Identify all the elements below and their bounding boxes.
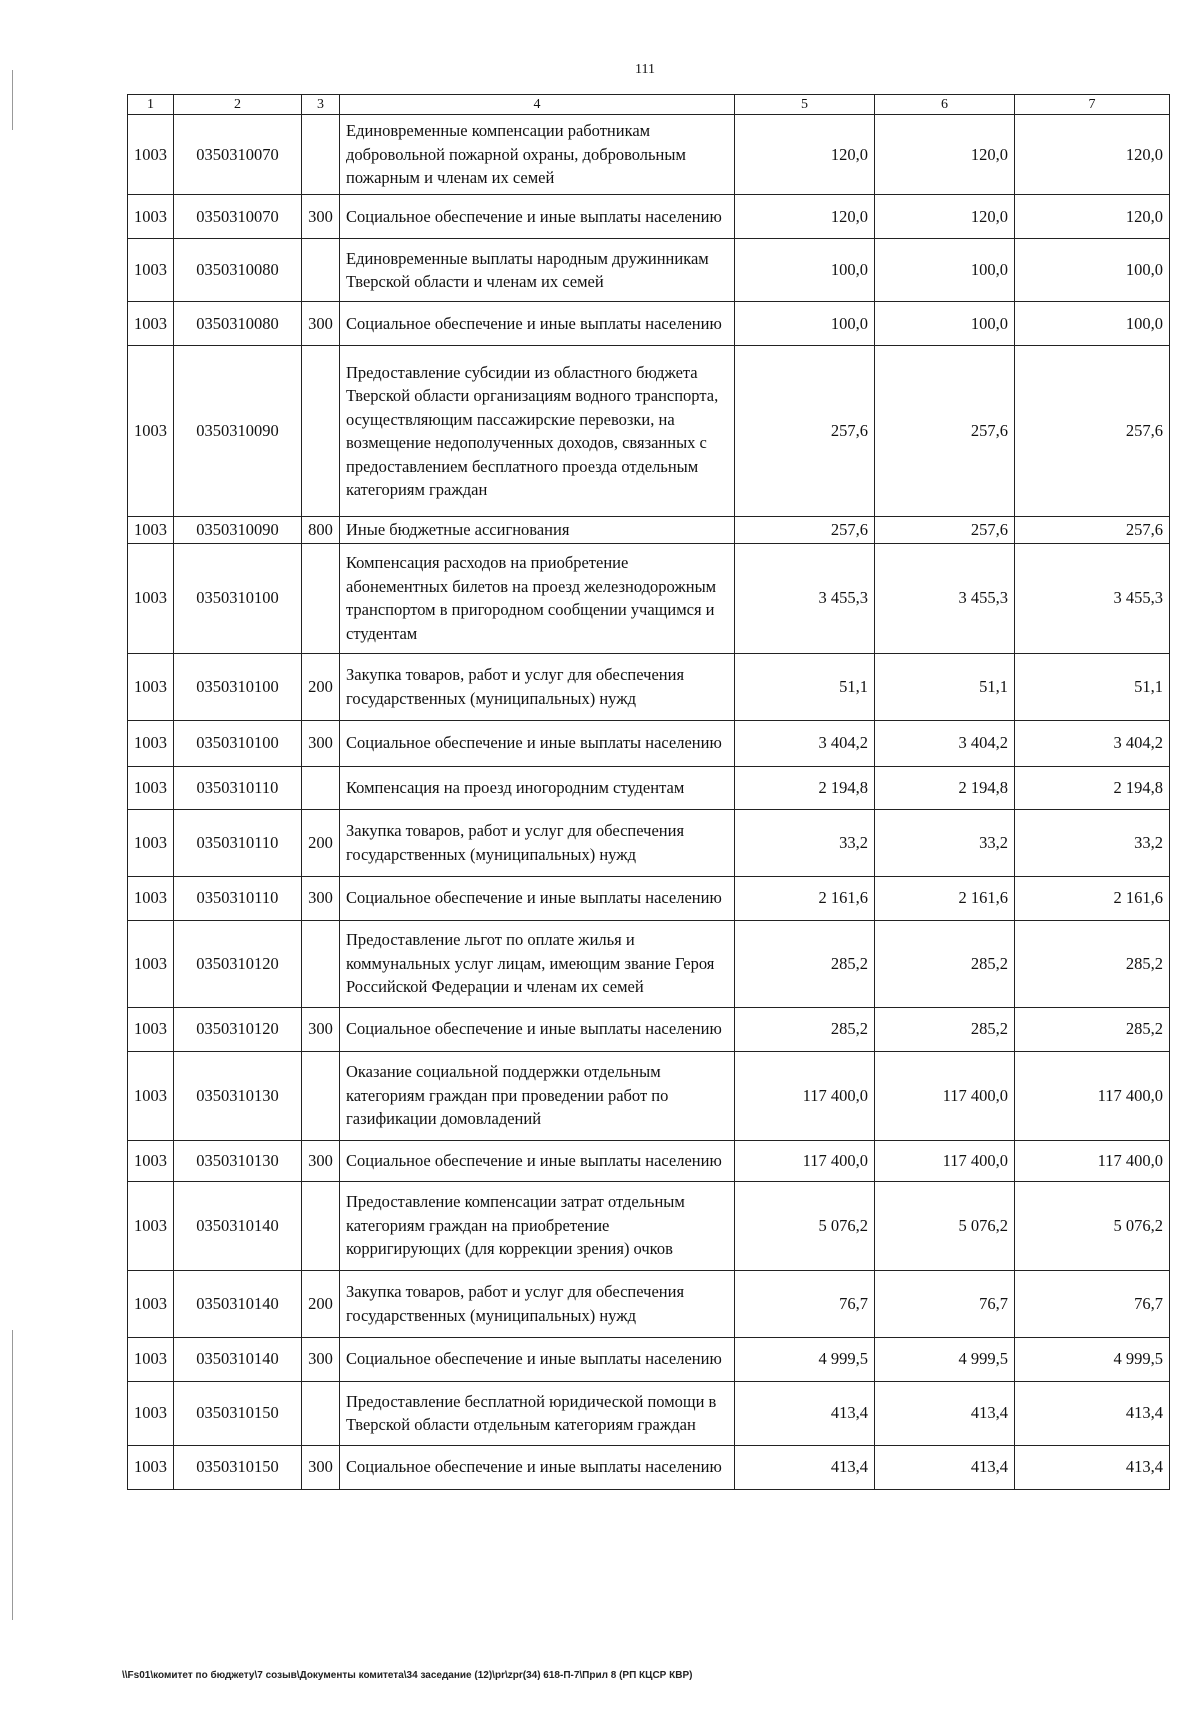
amount-col6: 4 999,5 — [875, 1337, 1015, 1381]
item-name: Компенсация расходов на приобретение абонементных билетов на проезд железнодорожным транспортом в пригородном сообщении учащимся и студентам — [340, 543, 735, 653]
item-name: Предоставление субсидии из областного бюджета Тверской области организациям водного транспорта, осуществляющим пассажирские перевозки, на возмещение недополученных доходов, связанных с предоставлением бесплатного проезда отдельным категориям граждан — [340, 346, 735, 517]
article-code: 0350310120 — [174, 1007, 302, 1051]
article-code: 0350310070 — [174, 195, 302, 239]
article-code: 0350310150 — [174, 1381, 302, 1445]
expense-type-code — [302, 239, 340, 302]
article-code: 0350310120 — [174, 920, 302, 1007]
amount-col7: 4 999,5 — [1015, 1337, 1170, 1381]
section-code: 1003 — [128, 920, 174, 1007]
amount-col5: 5 076,2 — [735, 1181, 875, 1270]
amount-col7: 100,0 — [1015, 239, 1170, 302]
expense-type-code — [302, 766, 340, 809]
article-code: 0350310090 — [174, 346, 302, 517]
amount-col6: 285,2 — [875, 1007, 1015, 1051]
item-name: Социальное обеспечение и иные выплаты населению — [340, 302, 735, 346]
amount-col6: 120,0 — [875, 115, 1015, 195]
amount-col6: 117 400,0 — [875, 1051, 1015, 1140]
expense-type-code: 300 — [302, 302, 340, 346]
amount-col6: 413,4 — [875, 1445, 1015, 1489]
amount-col6: 33,2 — [875, 809, 1015, 876]
item-name: Предоставление компенсации затрат отдельным категориям граждан на приобретение корригирующих (для коррекции зрения) очков — [340, 1181, 735, 1270]
item-name: Иные бюджетные ассигнования — [340, 517, 735, 544]
amount-col5: 285,2 — [735, 920, 875, 1007]
table-row — [128, 1381, 1170, 1445]
page-number: 111 — [635, 62, 655, 77]
column-number-row — [128, 95, 1170, 115]
table-row — [128, 115, 1170, 195]
amount-col7: 285,2 — [1015, 920, 1170, 1007]
item-name: Оказание социальной поддержки отдельным категориям граждан при проведении работ по газификации домовладений — [340, 1051, 735, 1140]
table-row — [128, 195, 1170, 239]
table-row — [128, 720, 1170, 766]
expense-type-code — [302, 1181, 340, 1270]
article-code: 0350310080 — [174, 239, 302, 302]
amount-col5: 257,6 — [735, 517, 875, 544]
amount-col5: 3 455,3 — [735, 543, 875, 653]
section-code: 1003 — [128, 720, 174, 766]
amount-col5: 33,2 — [735, 809, 875, 876]
amount-col5: 413,4 — [735, 1445, 875, 1489]
amount-col6: 3 455,3 — [875, 543, 1015, 653]
amount-col6: 100,0 — [875, 239, 1015, 302]
amount-col7: 120,0 — [1015, 195, 1170, 239]
section-code: 1003 — [128, 346, 174, 517]
article-code: 0350310080 — [174, 302, 302, 346]
amount-col6: 413,4 — [875, 1381, 1015, 1445]
amount-col5: 120,0 — [735, 195, 875, 239]
column-header: 5 — [735, 95, 875, 115]
article-code: 0350310140 — [174, 1337, 302, 1381]
article-code: 0350310110 — [174, 766, 302, 809]
section-code: 1003 — [128, 302, 174, 346]
expense-type-code — [302, 920, 340, 1007]
scan-edge-line — [12, 1330, 13, 1620]
item-name: Социальное обеспечение и иные выплаты населению — [340, 1140, 735, 1181]
expense-type-code — [302, 1051, 340, 1140]
section-code: 1003 — [128, 1140, 174, 1181]
amount-col5: 285,2 — [735, 1007, 875, 1051]
article-code: 0350310090 — [174, 517, 302, 544]
amount-col7: 76,7 — [1015, 1270, 1170, 1337]
amount-col6: 285,2 — [875, 920, 1015, 1007]
article-code: 0350310100 — [174, 653, 302, 720]
expense-type-code: 300 — [302, 876, 340, 920]
amount-col5: 120,0 — [735, 115, 875, 195]
item-name: Социальное обеспечение и иные выплаты населению — [340, 1337, 735, 1381]
table-row — [128, 239, 1170, 302]
section-code: 1003 — [128, 115, 174, 195]
amount-col5: 257,6 — [735, 346, 875, 517]
table-row — [128, 302, 1170, 346]
amount-col5: 100,0 — [735, 302, 875, 346]
table-row — [128, 346, 1170, 517]
section-code: 1003 — [128, 876, 174, 920]
amount-col7: 2 161,6 — [1015, 876, 1170, 920]
table-row — [128, 1051, 1170, 1140]
amount-col6: 51,1 — [875, 653, 1015, 720]
amount-col5: 51,1 — [735, 653, 875, 720]
scan-edge-line — [12, 70, 13, 130]
amount-col6: 120,0 — [875, 195, 1015, 239]
amount-col7: 2 194,8 — [1015, 766, 1170, 809]
column-header: 2 — [174, 95, 302, 115]
item-name: Социальное обеспечение и иные выплаты населению — [340, 720, 735, 766]
item-name: Закупка товаров, работ и услуг для обеспечения государственных (муниципальных) нужд — [340, 809, 735, 876]
table-row — [128, 1445, 1170, 1489]
amount-col7: 413,4 — [1015, 1381, 1170, 1445]
amount-col5: 4 999,5 — [735, 1337, 875, 1381]
table-row — [128, 1181, 1170, 1270]
table-row — [128, 920, 1170, 1007]
expense-type-code — [302, 1381, 340, 1445]
item-name: Компенсация на проезд иногородним студентам — [340, 766, 735, 809]
expense-type-code — [302, 543, 340, 653]
amount-col5: 3 404,2 — [735, 720, 875, 766]
table-row — [128, 517, 1170, 544]
section-code: 1003 — [128, 239, 174, 302]
expense-type-code: 300 — [302, 720, 340, 766]
table-row — [128, 1007, 1170, 1051]
section-code: 1003 — [128, 1007, 174, 1051]
expense-type-code — [302, 346, 340, 517]
amount-col5: 413,4 — [735, 1381, 875, 1445]
article-code: 0350310110 — [174, 876, 302, 920]
article-code: 0350310110 — [174, 809, 302, 876]
expense-type-code: 300 — [302, 1140, 340, 1181]
section-code: 1003 — [128, 1181, 174, 1270]
amount-col7: 3 455,3 — [1015, 543, 1170, 653]
amount-col6: 2 194,8 — [875, 766, 1015, 809]
expense-type-code: 300 — [302, 1445, 340, 1489]
item-name: Единовременные выплаты народным дружинникам Тверской области и членам их семей — [340, 239, 735, 302]
amount-col7: 413,4 — [1015, 1445, 1170, 1489]
table-row — [128, 1337, 1170, 1381]
expense-type-code: 300 — [302, 1007, 340, 1051]
amount-col7: 51,1 — [1015, 653, 1170, 720]
amount-col6: 5 076,2 — [875, 1181, 1015, 1270]
column-header: 6 — [875, 95, 1015, 115]
column-header: 7 — [1015, 95, 1170, 115]
section-code: 1003 — [128, 809, 174, 876]
expense-type-code — [302, 115, 340, 195]
item-name: Закупка товаров, работ и услуг для обеспечения государственных (муниципальных) нужд — [340, 653, 735, 720]
section-code: 1003 — [128, 517, 174, 544]
expense-type-code: 200 — [302, 809, 340, 876]
article-code: 0350310150 — [174, 1445, 302, 1489]
expense-type-code: 800 — [302, 517, 340, 544]
amount-col7: 117 400,0 — [1015, 1051, 1170, 1140]
amount-col6: 2 161,6 — [875, 876, 1015, 920]
section-code: 1003 — [128, 195, 174, 239]
article-code: 0350310130 — [174, 1051, 302, 1140]
amount-col7: 100,0 — [1015, 302, 1170, 346]
article-code: 0350310140 — [174, 1181, 302, 1270]
section-code: 1003 — [128, 1337, 174, 1381]
section-code: 1003 — [128, 1445, 174, 1489]
table-row — [128, 1270, 1170, 1337]
item-name: Предоставление льгот по оплате жилья и коммунальных услуг лицам, имеющим звание Героя Российской Федерации и членам их семей — [340, 920, 735, 1007]
amount-col5: 76,7 — [735, 1270, 875, 1337]
section-code: 1003 — [128, 653, 174, 720]
item-name: Предоставление бесплатной юридической помощи в Тверской области отдельным категориям граждан — [340, 1381, 735, 1445]
amount-col5: 117 400,0 — [735, 1140, 875, 1181]
amount-col6: 257,6 — [875, 517, 1015, 544]
item-name: Социальное обеспечение и иные выплаты населению — [340, 1007, 735, 1051]
item-name: Социальное обеспечение и иные выплаты населению — [340, 876, 735, 920]
expense-type-code: 200 — [302, 1270, 340, 1337]
amount-col5: 100,0 — [735, 239, 875, 302]
item-name: Закупка товаров, работ и услуг для обеспечения государственных (муниципальных) нужд — [340, 1270, 735, 1337]
section-code: 1003 — [128, 543, 174, 653]
amount-col7: 120,0 — [1015, 115, 1170, 195]
article-code: 0350310100 — [174, 720, 302, 766]
article-code: 0350310070 — [174, 115, 302, 195]
expense-type-code: 300 — [302, 1337, 340, 1381]
table-row — [128, 653, 1170, 720]
amount-col6: 117 400,0 — [875, 1140, 1015, 1181]
item-name: Единовременные компенсации работникам добровольной пожарной охраны, добровольным пожарным и членам их семей — [340, 115, 735, 195]
amount-col6: 3 404,2 — [875, 720, 1015, 766]
section-code: 1003 — [128, 766, 174, 809]
amount-col7: 33,2 — [1015, 809, 1170, 876]
article-code: 0350310100 — [174, 543, 302, 653]
amount-col5: 117 400,0 — [735, 1051, 875, 1140]
amount-col6: 76,7 — [875, 1270, 1015, 1337]
column-header: 1 — [128, 95, 174, 115]
amount-col6: 257,6 — [875, 346, 1015, 517]
amount-col5: 2 161,6 — [735, 876, 875, 920]
table-row — [128, 809, 1170, 876]
expense-type-code: 300 — [302, 195, 340, 239]
item-name: Социальное обеспечение и иные выплаты населению — [340, 1445, 735, 1489]
item-name: Социальное обеспечение и иные выплаты населению — [340, 195, 735, 239]
section-code: 1003 — [128, 1381, 174, 1445]
amount-col5: 2 194,8 — [735, 766, 875, 809]
table-body — [128, 115, 1170, 1490]
amount-col6: 100,0 — [875, 302, 1015, 346]
column-header: 3 — [302, 95, 340, 115]
section-code: 1003 — [128, 1051, 174, 1140]
column-header: 4 — [340, 95, 735, 115]
amount-col7: 3 404,2 — [1015, 720, 1170, 766]
article-code: 0350310130 — [174, 1140, 302, 1181]
amount-col7: 285,2 — [1015, 1007, 1170, 1051]
amount-col7: 257,6 — [1015, 517, 1170, 544]
amount-col7: 5 076,2 — [1015, 1181, 1170, 1270]
article-code: 0350310140 — [174, 1270, 302, 1337]
table-row — [128, 766, 1170, 809]
table-row — [128, 876, 1170, 920]
footer-file-path: \\Fs01\комитет по бюджету\7 созыв\Документы комитета\34 заседание (12)\pr\zpr(34) 618-П-7\Прил 8 (РП КЦСР КВР) — [122, 1670, 693, 1681]
amount-col7: 117 400,0 — [1015, 1140, 1170, 1181]
table-row — [128, 1140, 1170, 1181]
budget-table — [127, 94, 1170, 1490]
amount-col7: 257,6 — [1015, 346, 1170, 517]
table-row — [128, 543, 1170, 653]
section-code: 1003 — [128, 1270, 174, 1337]
expense-type-code: 200 — [302, 653, 340, 720]
